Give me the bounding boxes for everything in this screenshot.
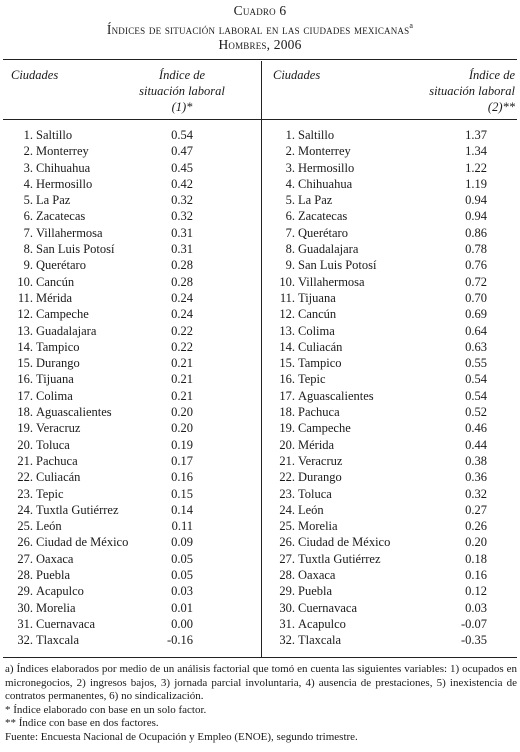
table-row: [265, 534, 517, 550]
value-cell: 0.21: [171, 388, 193, 403]
city-cell: Chihuahua: [36, 160, 91, 175]
left-header: [3, 61, 257, 115]
city-cell: La Paz: [298, 193, 333, 208]
right-index-header-line1: Índice de: [468, 68, 515, 82]
value-cell: 0.63: [465, 339, 487, 354]
bottom-rule: [3, 657, 517, 658]
value-cell: 0.03: [171, 584, 193, 599]
rank-cell: 24.: [279, 502, 295, 517]
rank-cell: 32.: [17, 633, 33, 648]
value-cell: 1.22: [465, 160, 487, 175]
rank-cell: 24.: [17, 502, 33, 517]
rank-cell: 23.: [17, 486, 33, 501]
value-cell: 0.22: [171, 323, 193, 338]
rank-cell: 1.: [285, 128, 295, 142]
value-cell: 0.31: [171, 225, 193, 240]
city-cell: Oaxaca: [36, 551, 74, 566]
city-cell: Tampico: [298, 356, 342, 371]
table-row: [3, 176, 257, 192]
table-row: [3, 420, 257, 436]
value-cell: 0.19: [171, 437, 193, 452]
table-row: [265, 323, 517, 339]
city-cell: Chihuahua: [298, 176, 353, 191]
city-cell: Ciudad de México: [36, 535, 129, 550]
right-rows: [265, 127, 517, 649]
rank-cell: 26.: [279, 535, 295, 550]
city-cell: Acapulco: [36, 584, 84, 599]
value-cell: 0.38: [465, 453, 487, 468]
table-row: [3, 306, 257, 322]
left-panel: [3, 61, 257, 648]
table-row: [3, 486, 257, 502]
left-index-header-line2: situación laboral: [139, 84, 225, 98]
table-row: [3, 404, 257, 420]
value-cell: 1.19: [465, 176, 487, 191]
value-cell: 0.32: [465, 486, 487, 501]
value-cell: 0.28: [171, 274, 193, 289]
table-row: [3, 616, 257, 632]
value-cell: 0.05: [171, 551, 193, 566]
footnote-a: a) Índices elaborados por medio de un análisis factorial que tomó en cuenta las siguientes variables: 1) ocupados en micronegocios, 2) ingresos bajos, 3) jornada parcial involuntaria, 4) ausencia de prestaciones, 5) inexistencia de contratos permanentes, 6) no sindicalización.: [5, 663, 517, 703]
rank-cell: 2.: [285, 144, 295, 159]
table-row: [265, 404, 517, 420]
rank-cell: 7.: [23, 225, 33, 240]
rank-cell: 6.: [285, 209, 295, 224]
table-row: [265, 420, 517, 436]
rank-cell: 9.: [23, 258, 33, 273]
rank-cell: 3.: [23, 160, 33, 175]
city-cell: Guadalajara: [36, 323, 97, 338]
right-index-header-line2: situación laboral: [429, 84, 515, 98]
city-cell: León: [298, 502, 324, 517]
rank-cell: 16.: [17, 372, 33, 387]
rank-cell: 14.: [279, 339, 295, 354]
value-cell: 0.86: [465, 225, 487, 240]
rank-cell: 25.: [279, 519, 295, 534]
city-cell: Querétaro: [36, 258, 86, 273]
value-cell: 0.21: [171, 372, 193, 387]
rank-cell: 14.: [17, 339, 33, 354]
value-cell: 0.09: [171, 535, 193, 550]
value-cell: 0.94: [465, 209, 487, 224]
value-cell: 0.54: [465, 372, 487, 387]
table-row: [265, 632, 517, 648]
table-row: [3, 323, 257, 339]
city-cell: Zacatecas: [36, 209, 86, 224]
city-cell: Hermosillo: [36, 176, 93, 191]
city-cell: León: [36, 519, 62, 534]
rank-cell: 26.: [17, 535, 33, 550]
value-cell: 0.11: [171, 519, 193, 534]
rank-cell: 18.: [279, 405, 295, 420]
city-cell: Acapulco: [298, 616, 346, 631]
city-cell: Tuxtla Gutiérrez: [298, 551, 381, 566]
table-row: [3, 534, 257, 550]
value-cell: 0.36: [465, 470, 487, 485]
left-index-header: [133, 67, 231, 115]
value-cell: 0.15: [171, 486, 193, 501]
rank-cell: 17.: [279, 388, 295, 403]
rank-cell: 8.: [285, 242, 295, 257]
value-cell: 0.17: [171, 453, 193, 468]
table-row: [3, 437, 257, 453]
rank-cell: 18.: [17, 405, 33, 420]
value-cell: 0.52: [465, 405, 487, 420]
value-cell: 0.44: [465, 437, 487, 452]
value-cell: 0.64: [465, 323, 487, 338]
footnote-single-star: * Índice elaborado con base en un solo factor.: [5, 703, 207, 716]
table-row: [265, 127, 517, 143]
value-cell: 0.47: [171, 144, 193, 159]
city-cell: San Luis Potosí: [298, 258, 377, 273]
city-cell: Morelia: [36, 600, 76, 615]
rank-cell: 8.: [23, 242, 33, 257]
table-row: [3, 551, 257, 567]
city-cell: Villahermosa: [36, 225, 103, 240]
value-cell: 0.05: [171, 568, 193, 583]
city-cell: Saltillo: [36, 128, 73, 142]
rank-cell: 25.: [17, 519, 33, 534]
city-cell: Tepic: [298, 372, 326, 387]
rank-cell: 13.: [17, 323, 33, 338]
rank-cell: 9.: [285, 258, 295, 273]
right-index-header-line3: (2)**: [487, 100, 515, 114]
rank-cell: 4.: [23, 176, 33, 191]
right-header: [265, 61, 517, 115]
table-row: [265, 388, 517, 404]
table-row: [3, 192, 257, 208]
top-rule: [3, 59, 517, 60]
city-cell: Querétaro: [298, 225, 348, 240]
city-cell: Aguascalientes: [298, 388, 374, 403]
city-cell: Colima: [36, 388, 73, 403]
table-row: [3, 388, 257, 404]
right-panel: [265, 61, 517, 648]
city-cell: Cuernavaca: [298, 600, 357, 615]
value-cell: 0.28: [171, 258, 193, 273]
rank-cell: 20.: [17, 437, 33, 452]
value-cell: 0.21: [171, 356, 193, 371]
value-cell: 1.34: [465, 144, 487, 159]
rank-cell: 27.: [279, 551, 295, 566]
table-row: [265, 306, 517, 322]
rank-cell: 28.: [17, 568, 33, 583]
right-city-header: Ciudades: [273, 68, 321, 82]
value-cell: 1.37: [465, 128, 487, 142]
value-cell: 0.03: [465, 600, 487, 615]
table-row: [3, 339, 257, 355]
value-cell: 0.32: [171, 209, 193, 224]
rank-cell: 2.: [23, 144, 33, 159]
value-cell: 0.78: [465, 242, 487, 257]
rank-cell: 10.: [279, 274, 295, 289]
value-cell: 0.00: [171, 616, 193, 631]
rank-cell: 3.: [285, 160, 295, 175]
table-caption-text: Índices de situación laboral en las ciudades mexicanas: [106, 22, 410, 37]
table-row: [3, 502, 257, 518]
value-cell: 0.20: [465, 535, 487, 550]
city-cell: Tijuana: [298, 290, 336, 305]
table-row: [265, 583, 517, 599]
table-row: [3, 583, 257, 599]
rank-cell: 7.: [285, 225, 295, 240]
rank-cell: 1.: [23, 128, 33, 142]
value-cell: -0.07: [460, 616, 487, 631]
rank-cell: 17.: [17, 388, 33, 403]
rank-cell: 19.: [279, 421, 295, 436]
table-caption: [0, 18, 520, 37]
header-rule: [3, 119, 517, 120]
city-cell: Hermosillo: [298, 160, 355, 175]
value-cell: 0.24: [171, 307, 193, 322]
value-cell: 0.54: [171, 128, 193, 142]
source-note: Fuente: Encuesta Nacional de Ocupación y Empleo (ENOE), segundo trimestre.: [5, 730, 358, 743]
value-cell: 0.32: [171, 193, 193, 208]
table-row: [3, 208, 257, 224]
city-cell: Cancún: [36, 274, 75, 289]
table-row: [265, 143, 517, 159]
footnote-double-star: ** Índice con base en dos factores.: [5, 717, 159, 730]
rank-cell: 15.: [17, 356, 33, 371]
value-cell: -0.16: [166, 633, 193, 648]
city-cell: Villahermosa: [298, 274, 365, 289]
left-index-header-line1: Índice de: [158, 68, 206, 82]
table-row: [3, 567, 257, 583]
value-cell: 0.46: [465, 421, 487, 436]
rank-cell: 22.: [17, 470, 33, 485]
table-row: [265, 290, 517, 306]
table-row: [3, 127, 257, 143]
rank-cell: 31.: [279, 616, 295, 631]
value-cell: 0.31: [171, 242, 193, 257]
city-cell: Cuernavaca: [36, 616, 95, 631]
value-cell: 0.94: [465, 193, 487, 208]
rank-cell: 4.: [285, 176, 295, 191]
city-cell: Durango: [36, 356, 80, 371]
table-row: [265, 208, 517, 224]
city-cell: Ciudad de México: [298, 535, 391, 550]
rank-cell: 11.: [279, 290, 295, 305]
value-cell: 0.18: [465, 551, 487, 566]
city-cell: Cancún: [298, 307, 337, 322]
city-cell: Puebla: [298, 584, 333, 599]
value-cell: 0.70: [465, 290, 487, 305]
city-cell: Oaxaca: [298, 568, 336, 583]
city-cell: Tijuana: [36, 372, 74, 387]
table-row: [265, 453, 517, 469]
left-rows: [3, 127, 257, 649]
city-cell: Tlaxcala: [36, 633, 80, 648]
value-cell: 0.42: [171, 176, 193, 191]
city-cell: La Paz: [36, 193, 71, 208]
table-row: [3, 241, 257, 257]
city-cell: Tampico: [36, 339, 80, 354]
value-cell: 0.22: [171, 339, 193, 354]
rank-cell: 5.: [285, 193, 295, 208]
city-cell: Zacatecas: [298, 209, 348, 224]
rank-cell: 31.: [17, 616, 33, 631]
city-cell: Monterrey: [36, 144, 89, 159]
value-cell: 0.16: [171, 470, 193, 485]
table-row: [265, 241, 517, 257]
rank-cell: 6.: [23, 209, 33, 224]
table-row: [3, 632, 257, 648]
rank-cell: 29.: [17, 584, 33, 599]
rank-cell: 23.: [279, 486, 295, 501]
city-cell: Monterrey: [298, 144, 351, 159]
table-number: Cuadro 6: [233, 3, 287, 18]
left-index-header-line3: (1)*: [171, 100, 193, 114]
value-cell: 0.14: [171, 502, 193, 517]
city-cell: Campeche: [36, 307, 89, 322]
table-row: [265, 355, 517, 371]
city-cell: Tepic: [36, 486, 64, 501]
city-cell: Mérida: [298, 437, 335, 452]
value-cell: 0.20: [171, 405, 193, 420]
city-cell: Durango: [298, 470, 342, 485]
city-cell: Campeche: [298, 421, 351, 436]
rank-cell: 20.: [279, 437, 295, 452]
value-cell: 0.54: [465, 388, 487, 403]
rank-cell: 30.: [17, 600, 33, 615]
city-cell: Aguascalientes: [36, 405, 112, 420]
left-city-header: Ciudades: [11, 68, 59, 82]
city-cell: Morelia: [298, 519, 338, 534]
rank-cell: 21.: [279, 453, 295, 468]
table-row: [265, 339, 517, 355]
table-row: [3, 160, 257, 176]
table-row: [3, 600, 257, 616]
value-cell: 0.27: [465, 502, 487, 517]
value-cell: -0.35: [460, 633, 487, 648]
value-cell: 0.01: [171, 600, 193, 615]
value-cell: 0.76: [465, 258, 487, 273]
table-row: [265, 437, 517, 453]
table-row: [265, 225, 517, 241]
rank-cell: 13.: [279, 323, 295, 338]
table-row: [3, 225, 257, 241]
table-row: [265, 567, 517, 583]
table-row: [265, 551, 517, 567]
table-row: [265, 160, 517, 176]
table-row: [265, 502, 517, 518]
table-row: [3, 143, 257, 159]
table-row: [265, 274, 517, 290]
city-cell: Pachuca: [36, 453, 78, 468]
value-cell: 0.16: [465, 568, 487, 583]
value-cell: 0.72: [465, 274, 487, 289]
rank-cell: 19.: [17, 421, 33, 436]
rank-cell: 10.: [17, 274, 33, 289]
table-row: [3, 518, 257, 534]
footnotes: [5, 663, 517, 745]
city-cell: Veracruz: [36, 421, 81, 436]
table-row: [265, 192, 517, 208]
rank-cell: 32.: [279, 633, 295, 648]
city-cell: Toluca: [36, 437, 70, 452]
table-title: [0, 0, 520, 52]
city-cell: Culiacán: [36, 470, 81, 485]
rank-cell: 5.: [23, 193, 33, 208]
rank-cell: 21.: [17, 453, 33, 468]
rank-cell: 15.: [279, 356, 295, 371]
table-row: [3, 453, 257, 469]
table-row: [3, 257, 257, 273]
city-cell: Toluca: [298, 486, 332, 501]
table-row: [265, 616, 517, 632]
rank-cell: 29.: [279, 584, 295, 599]
city-cell: San Luis Potosí: [36, 242, 115, 257]
city-cell: Tuxtla Gutiérrez: [36, 502, 119, 517]
table-caption-footnote-mark: a: [409, 21, 414, 30]
value-cell: 0.69: [465, 307, 487, 322]
table-row: [265, 486, 517, 502]
table-row: [265, 371, 517, 387]
table-row: [265, 600, 517, 616]
city-cell: Pachuca: [298, 405, 340, 420]
rank-cell: 28.: [279, 568, 295, 583]
rank-cell: 12.: [17, 307, 33, 322]
value-cell: 0.20: [171, 421, 193, 436]
city-cell: Mérida: [36, 290, 73, 305]
value-cell: 0.12: [465, 584, 487, 599]
city-cell: Guadalajara: [298, 242, 359, 257]
rank-cell: 22.: [279, 470, 295, 485]
table-row: [3, 371, 257, 387]
table-row: [265, 176, 517, 192]
table-row: [3, 290, 257, 306]
rank-cell: 27.: [17, 551, 33, 566]
value-cell: 0.45: [171, 160, 193, 175]
value-cell: 0.26: [465, 519, 487, 534]
rank-cell: 16.: [279, 372, 295, 387]
city-cell: Veracruz: [298, 453, 343, 468]
table-row: [265, 518, 517, 534]
right-index-header: [417, 67, 515, 115]
rank-cell: 30.: [279, 600, 295, 615]
city-cell: Colima: [298, 323, 335, 338]
table-row: [3, 469, 257, 485]
column-divider: [261, 61, 262, 657]
table-row: [3, 274, 257, 290]
value-cell: 0.24: [171, 290, 193, 305]
rank-cell: 11.: [17, 290, 33, 305]
table-subtitle: Hombres, 2006: [218, 37, 302, 52]
city-cell: Puebla: [36, 568, 71, 583]
table-row: [3, 355, 257, 371]
rank-cell: 12.: [279, 307, 295, 322]
table-row: [265, 257, 517, 273]
table-row: [265, 469, 517, 485]
city-cell: Culiacán: [298, 339, 343, 354]
city-cell: Saltillo: [298, 128, 335, 142]
value-cell: 0.55: [465, 356, 487, 371]
city-cell: Tlaxcala: [298, 633, 342, 648]
